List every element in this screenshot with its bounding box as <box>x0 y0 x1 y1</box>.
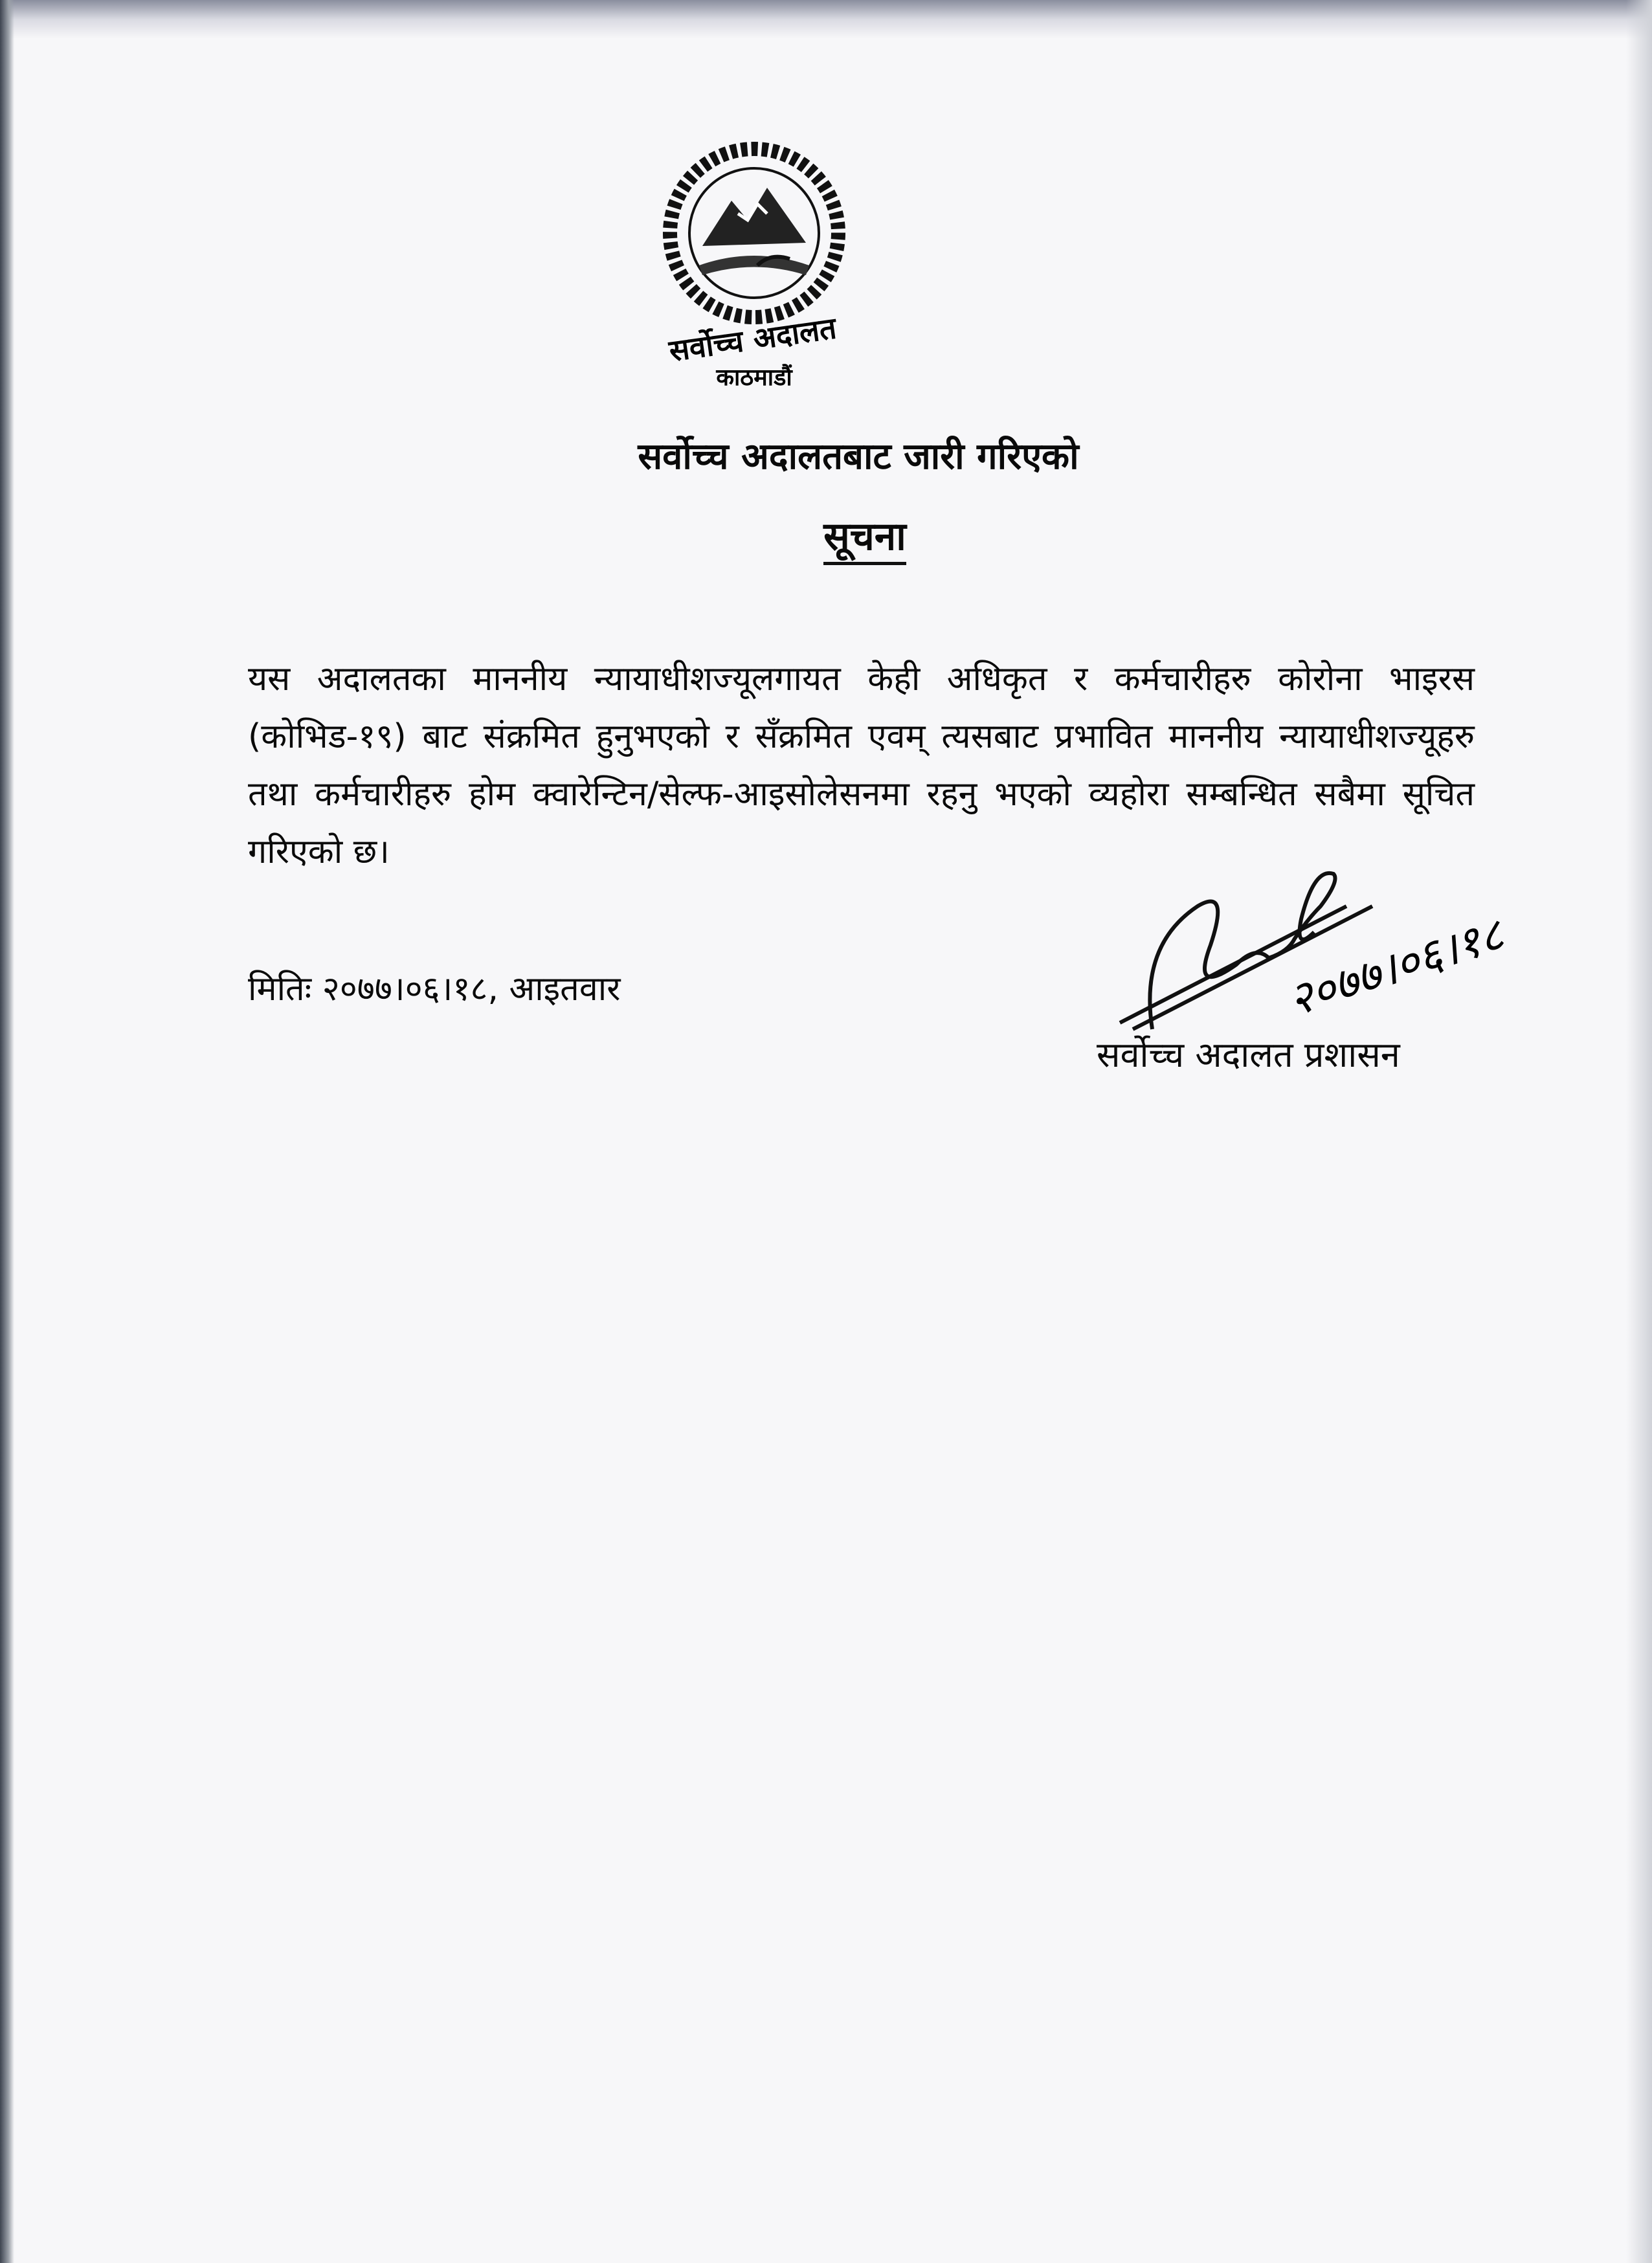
scan-right-edge <box>1626 0 1652 2263</box>
signature-date: २०७७।०६।१८ <box>1281 907 1510 1027</box>
issuer-line: सर्वोच्च अदालतबाट जारी गरिएको <box>638 436 1079 478</box>
notice-title-text: सूचना <box>823 514 906 565</box>
notice-title <box>0 508 1652 561</box>
scan-top-shadow <box>0 0 1652 39</box>
signatory: सर्वोच्च अदालत प्रशासन <box>1097 1034 1400 1075</box>
supreme-court-emblem <box>641 136 867 395</box>
svg-text:सर्वोच्च अदालत: सर्वोच्च अदालत <box>667 310 839 368</box>
handwritten-signature <box>1100 867 1567 1036</box>
svg-text:काठमाडौं: काठमाडौं <box>716 364 792 391</box>
scan-left-edge <box>0 0 14 2263</box>
notice-date: मितिः २०७७।०६।१८, आइतवार <box>248 970 621 1009</box>
notice-body: यस अदालतका माननीय न्यायाधीशज्यूलगायत केही अधिकृत र कर्मचारीहरु कोरोना भाइरस (कोभिड-१९) बाट संक्रमित हुनुभएको र सँक्रमित एवम् त्यसबाट प्रभावित माननीय न्यायाधीशज्यूहरु तथा कर्मचारीहरु होम क्वारेन्टिन/सेल्फ-आइसोलेसनमा रहनु भएको व्यहोरा सम्बन्धित सबैमा सूचित गरिएको छ। <box>248 660 1475 871</box>
